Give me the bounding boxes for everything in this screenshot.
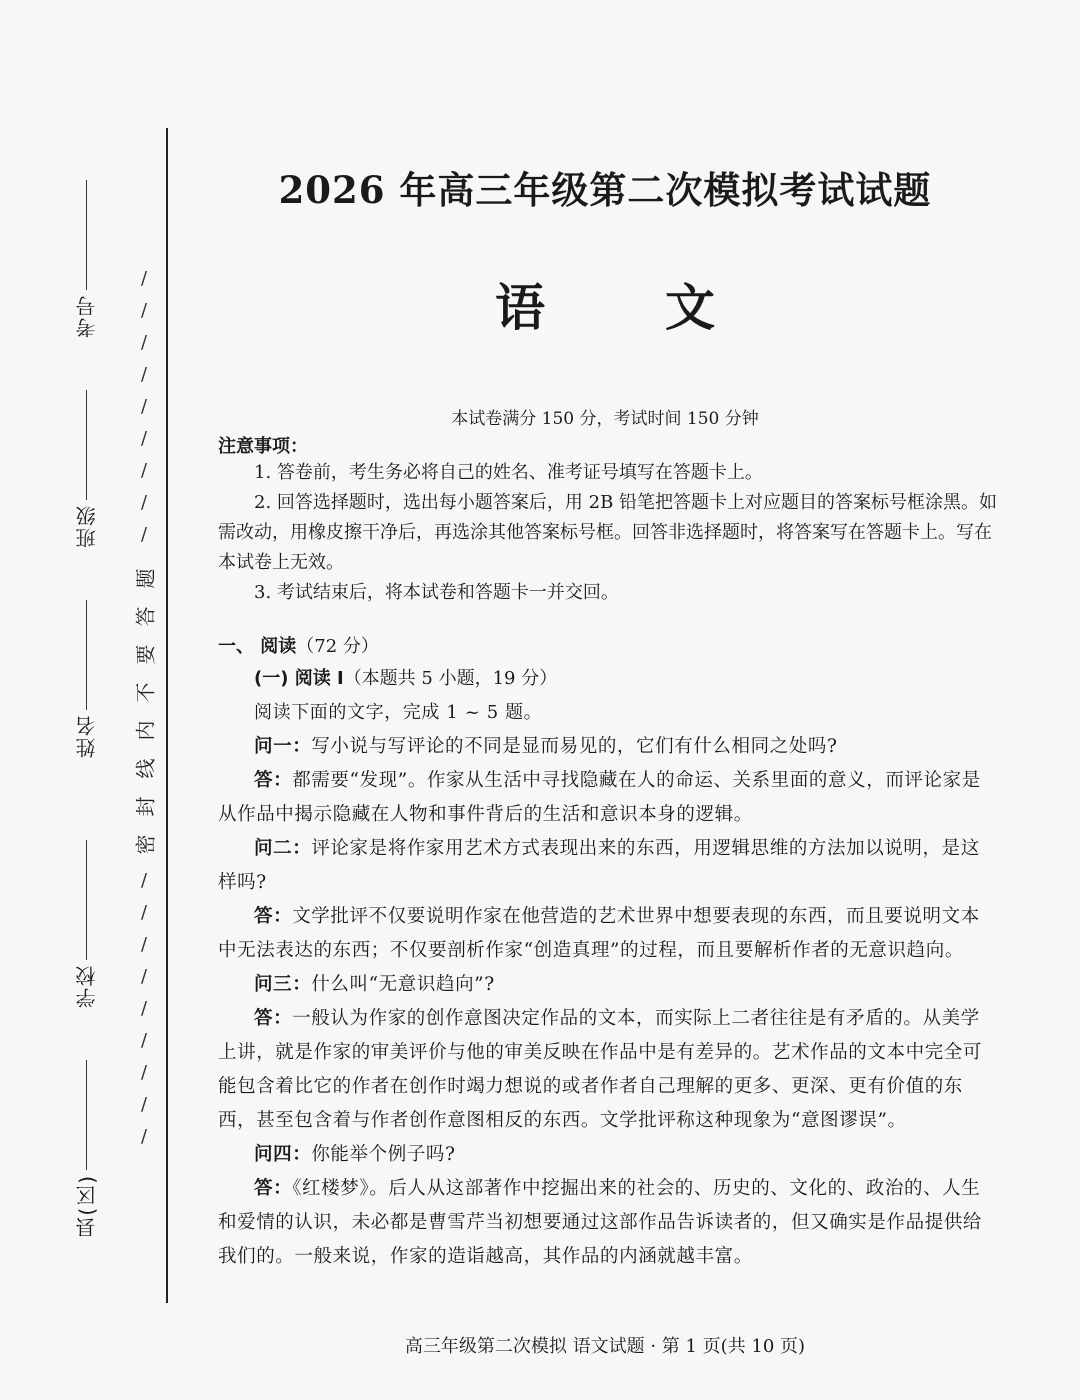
subsection-heading-text: (一) 阅读 I: [254, 668, 344, 689]
seal-char: 要: [133, 644, 158, 665]
fill-line: [86, 390, 87, 500]
slash-mark: /: [140, 364, 148, 385]
field-name: [56, 600, 116, 758]
section-heading: [218, 632, 998, 662]
subject-title: [230, 268, 980, 340]
slash-mark: /: [140, 300, 148, 321]
slash-mark: /: [140, 902, 148, 923]
field-label: 考号: [74, 294, 99, 338]
subsection-points: （本题共 5 小题，19 分）: [343, 668, 558, 689]
qa-paragraph: [218, 1172, 998, 1274]
seal-char: 封: [133, 796, 158, 817]
qa-text: 什么叫“无意识趋向”?: [311, 974, 495, 995]
qa-paragraph: [218, 730, 998, 764]
section-points: （72 分）: [296, 636, 379, 657]
field-county: [56, 1060, 116, 1238]
fill-line: [86, 180, 87, 290]
slash-mark: /: [140, 1062, 148, 1083]
notice-item: 1. 答卷前，考生务必将自己的姓名、准考证号填写在答题卡上。: [254, 462, 763, 483]
fill-line: [86, 840, 87, 960]
qa-label: 问二：: [254, 838, 312, 859]
seal-char: 题: [133, 568, 158, 589]
notice-item: 2. 回答选择题时，选出每小题答案后，用 2B 铅笔把答题卡上对应题目的答案标号框涂黑。如需改动，用橡皮擦干净后，再选涂其他答案标号框。回答非选择题时，将答案写在答题卡上。写在本试卷上无效。: [218, 492, 998, 573]
exam-title: 2026 年高三年级第二次模拟考试试题: [278, 168, 932, 212]
qa-label: 答：: [254, 1008, 293, 1029]
slash-mark: /: [140, 998, 148, 1019]
slash-mark: /: [140, 396, 148, 417]
slash-mark: /: [140, 332, 148, 353]
fill-line: [86, 1060, 87, 1170]
page-footer: 高三年级第二次模拟 语文试题 · 第 1 页(共 10 页): [404, 1336, 806, 1357]
qa-paragraph: [218, 764, 998, 832]
qa-label: 答：: [254, 770, 293, 791]
qa-paragraph: [218, 1138, 998, 1172]
seal-char: 答: [133, 606, 158, 627]
qa-text: 文学批评不仅要说明作家在他营造的艺术世界中想要表现的东西，而且要说明文本中无法表达的东西；不仅要剖析作家“创造真理”的过程，而且要解析作者的无意识趋向。: [218, 906, 980, 961]
seal-char: 内: [133, 720, 158, 741]
subsection-heading: [218, 662, 998, 696]
qa-text: 一般认为作家的创作意图决定作品的文本，而实际上二者往往是有矛盾的。从美学上讲，就是作家的审美评价与他的审美反映在作品中是有差异的。艺术作品的文本中完全可能包含着比它的作者在创作时竭力想说的或者作者自己理解的更多、更深、更有价值的东西，甚至包含着与作者创作意图相反的东西。文学批评称这种现象为“意图谬误”。: [218, 1008, 983, 1131]
field-label: 学校: [74, 964, 99, 1008]
binding-strip: [0, 0, 190, 1400]
qa-paragraph: [218, 832, 998, 900]
qa-label: 问一：: [254, 736, 312, 757]
slash-mark: /: [140, 428, 148, 449]
slash-mark: /: [140, 870, 148, 891]
qa-paragraph: [218, 1002, 998, 1138]
binding-line: [166, 128, 168, 1303]
qa-text: 你能举个例子吗?: [311, 1144, 456, 1165]
notice-item: 3. 考试结束后，将本试卷和答题卡一并交回。: [254, 582, 619, 603]
exam-body: [218, 430, 998, 1274]
field-label: 姓名: [74, 714, 99, 758]
field-label: 班级: [74, 504, 99, 548]
slash-mark: /: [140, 460, 148, 481]
qa-text: 评论家是将作家用艺术方式表现出来的东西，用逻辑思维的方法加以说明，是这样吗?: [218, 838, 980, 893]
qa-paragraph: [218, 968, 998, 1002]
field-school: [56, 840, 116, 1008]
field-class: [56, 390, 116, 548]
exam-meta: 本试卷满分 150 分，考试时间 150 分钟: [451, 409, 759, 429]
qa-label: 答：: [254, 906, 293, 927]
field-exam-number: [56, 180, 116, 338]
subject-char: 文: [665, 279, 715, 337]
slash-mark: /: [140, 524, 148, 545]
qa-label: 问三：: [254, 974, 312, 995]
qa-text: 写小说与写评论的不同是显而易见的，它们有什么相同之处吗?: [311, 736, 838, 757]
qa-text: 都需要“发现”。作家从生活中寻找隐藏在人的命运、关系里面的意义，而评论家是从作品中揭示隐藏在人物和事件背后的生活和意识本身的逻辑。: [218, 770, 981, 825]
qa-text: 《红楼梦》。后人从这部著作中挖掘出来的社会的、历史的、文化的、政治的、人生和爱情的认识，未必都是曹雪芹当初想要通过这部作品告诉读者的，但又确实是作品提供给我们的。一般来说，作家的造诣越高，其作品的内涵就越丰富。: [218, 1178, 983, 1267]
section-heading-text: 一、 阅读: [218, 636, 297, 657]
seal-char: 密: [133, 834, 158, 855]
slash-mark: /: [140, 492, 148, 513]
slash-mark: /: [140, 1030, 148, 1051]
seal-char: 不: [133, 682, 158, 703]
fill-line: [86, 600, 87, 710]
slash-mark: /: [140, 934, 148, 955]
subject-char: 语: [495, 279, 545, 337]
seal-char: 线: [133, 758, 158, 779]
slash-mark: /: [140, 1126, 148, 1147]
slash-mark: /: [140, 966, 148, 987]
reading-instruction: 阅读下面的文字，完成 1 ~ 5 题。: [254, 702, 543, 723]
slash-mark: /: [140, 1094, 148, 1115]
field-label: 县(区): [74, 1174, 99, 1238]
slash-mark: /: [140, 268, 148, 289]
seal-warning-column: [126, 268, 162, 1168]
notice-heading: 注意事项：: [218, 436, 308, 457]
qa-label: 答：: [254, 1178, 293, 1199]
qa-label: 问四：: [254, 1144, 312, 1165]
qa-paragraph: [218, 900, 998, 968]
